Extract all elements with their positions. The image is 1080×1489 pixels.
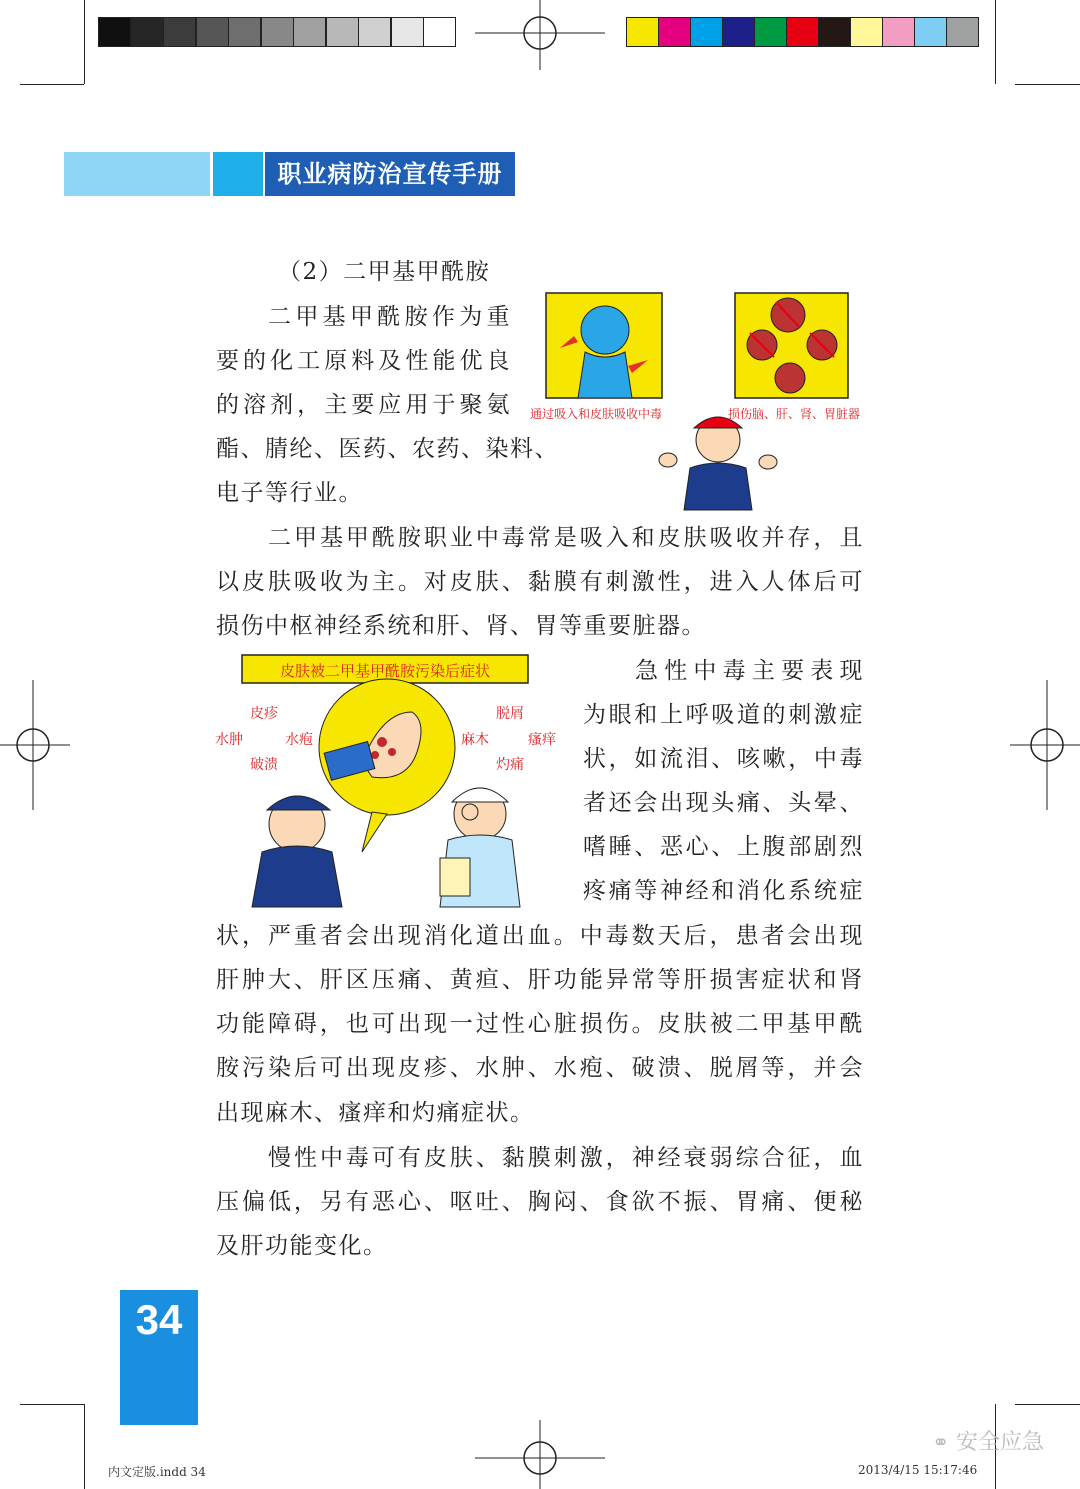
paragraph-2-line: 二甲基甲酰胺职业中毒常是吸入和皮肤吸收并存，且	[268, 525, 864, 551]
header-band-light	[64, 152, 210, 196]
paragraph-1-line: 电子等行业。	[216, 480, 363, 506]
paragraph-3-line: 胺污染后可出现皮疹、水肿、水疱、破溃、脱屑等，并会	[216, 1055, 864, 1081]
color-swatch	[690, 17, 723, 47]
footer-file-info: 内文定版.indd 34	[108, 1465, 206, 1479]
footer-datetime: 2013/4/15 15:17:46	[858, 1463, 978, 1477]
symptom-label: 灼痛	[496, 757, 524, 773]
symptom-label: 水疱	[285, 732, 313, 748]
paragraph-1-line: 的溶剂，主要应用于聚氨	[216, 392, 511, 418]
paragraph-1-line: 酯、腈纶、医药、农药、染料、	[216, 436, 559, 462]
illustration-skin-symptoms	[212, 652, 574, 914]
registration-mark-top	[475, 0, 605, 70]
wechat-icon: ⚭	[932, 1430, 949, 1454]
color-swatch	[914, 17, 947, 47]
gray-swatch	[98, 17, 131, 47]
section-heading: （2）二甲基甲酰胺	[278, 259, 491, 285]
gray-swatch	[261, 17, 294, 47]
symptoms-banner: 皮肤被二甲基甲酰胺污染后症状	[279, 662, 490, 680]
symptom-label: 破溃	[250, 757, 278, 773]
gray-swatch	[196, 17, 229, 47]
inhalation-panel-illustration	[530, 290, 870, 512]
paragraph-4-line: 慢性中毒可有皮肤、黏膜刺激，神经衰弱综合征，血	[268, 1145, 864, 1171]
skin-symptoms-illustration	[212, 652, 574, 914]
color-swatch	[754, 17, 787, 47]
paragraph-3-line: 肝肿大、肝区压痛、黄疸、肝功能异常等肝损害症状和肾	[216, 967, 864, 993]
gray-swatch	[131, 17, 164, 47]
watermark-text: 安全应急	[955, 1430, 1044, 1455]
gray-swatch	[423, 17, 456, 47]
gray-swatch	[326, 17, 359, 47]
watermark	[932, 1425, 1044, 1456]
gray-swatch	[391, 17, 424, 47]
registration-mark-bottom	[475, 1420, 605, 1489]
paragraph-4-line: 及肝功能变化。	[216, 1233, 388, 1259]
page-number: 34	[135, 1296, 183, 1343]
illustration-inhalation-and-organs	[530, 290, 870, 512]
color-swatch	[818, 17, 851, 47]
symptom-label: 脱屑	[496, 706, 524, 722]
registration-mark-right	[1010, 680, 1080, 810]
gray-swatch	[228, 17, 261, 47]
color-swatch	[722, 17, 755, 47]
paragraph-3-line: 急性中毒主要表现	[635, 658, 864, 684]
symptom-label: 皮疹	[250, 706, 278, 722]
paragraph-3-line: 状，如流泪、咳嗽，中毒	[583, 746, 864, 772]
paragraph-1-line: 要的化工原料及性能优良	[216, 348, 511, 374]
color-swatch	[850, 17, 883, 47]
paragraph-3-line: 为眼和上呼吸道的刺激症	[583, 702, 864, 728]
paragraph-3-line: 功能障碍，也可出现一过性心脏损伤。皮肤被二甲基甲酰	[216, 1011, 864, 1037]
paragraph-3-line: 嗜睡、恶心、上腹部剧烈	[583, 834, 864, 860]
color-swatch	[882, 17, 915, 47]
header-band-mid	[213, 152, 263, 196]
color-swatch	[626, 17, 659, 47]
symptom-label: 瘙痒	[528, 732, 556, 748]
paragraph-1-line: 二甲基甲酰胺作为重	[268, 304, 511, 330]
paragraph-3-line: 者还会出现头痛、头晕、	[583, 790, 864, 816]
caption-inhalation: 通过吸入和皮肤吸收中毒	[530, 407, 663, 421]
gray-swatch	[163, 17, 196, 47]
symptom-label: 水肿	[215, 732, 243, 748]
paragraph-3-line: 状，严重者会出现消化道出血。中毒数天后，患者会出现	[216, 923, 864, 949]
registration-mark-left	[0, 680, 70, 810]
caption-organ-damage: 损伤脑、肝、肾、胃脏器	[728, 407, 861, 421]
paragraph-4-line: 压偏低，另有恶心、呕吐、胸闷、食欲不振、胃痛、便秘	[216, 1189, 864, 1215]
symptom-label: 麻木	[461, 732, 489, 748]
paragraph-2-line: 损伤中枢神经系统和肝、肾、胃等重要脏器。	[216, 613, 706, 639]
header-title: 职业病防治宣传手册	[265, 152, 515, 196]
gray-swatch	[358, 17, 391, 47]
paragraph-2-line: 以皮肤吸收为主。对皮肤、黏膜有刺激性，进入人体后可	[216, 569, 864, 595]
color-swatch	[946, 17, 979, 47]
paragraph-3-line: 出现麻木、瘙痒和灼痛症状。	[216, 1100, 535, 1126]
color-swatch	[658, 17, 691, 47]
paragraph-3-line: 疼痛等神经和消化系统症	[583, 878, 864, 904]
color-swatch	[786, 17, 819, 47]
gray-swatch	[293, 17, 326, 47]
